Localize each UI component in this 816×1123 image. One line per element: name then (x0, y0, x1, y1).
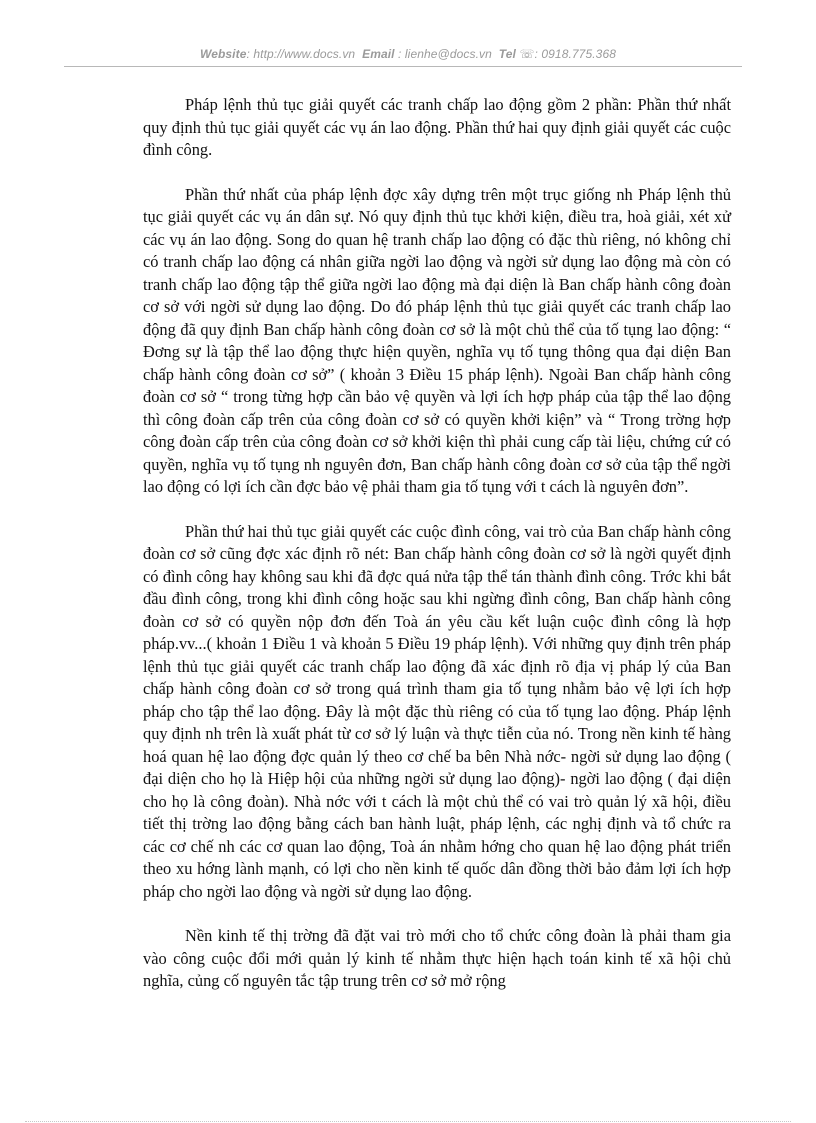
website-label: Website (200, 47, 247, 61)
paragraph-4: Nền kinh tế thị trờng đã đặt vai trò mới cho tổ chức công đoàn là phải tham gia vào công cuộc đổi mới quản lý kinh tế nhằm thực hiện hạch toán kinh tế xã hội chủ nghĩa, củng cố nguyên tắc tập trung trên cơ sở mở rộng (143, 926, 731, 990)
email-value: : lienhe@docs.vn (394, 47, 492, 61)
paragraph-2: Phần thứ nhất của pháp lệnh đợc xây dựng trên một trục giống nh Pháp lệnh thủ tục giải quyết các vụ án dân sự. Nó quy định thủ tục khởi kiện, điều tra, hoà giải, xét xử các vụ án lao động. Song do quan hệ tranh chấp lao động có đặc thù riêng, nó không chỉ có tranh chấp lao động cá nhân giữa ngời lao động và ngời sử dụng lao động mà còn có tranh chấp lao động tập thể giữa ngời lao động mà đại diện là Ban chấp hành công đoàn cơ sở với ngời sử dụng lao động. Do đó pháp lệnh thủ tục giải quyết các tranh chấp lao động đã quy định Ban chấp hành công đoàn cơ sở là một chủ thể của tố tụng lao động: “ Đơng sự là tập thể lao động thực hiện quyền, nghĩa vụ tố tụng thông qua đại diện Ban chấp hành công đoàn cơ sở” ( khoản 3 Điều 15 pháp lệnh). Ngoài Ban chấp hành công đoàn cơ sở “ trong từng hợp cần bảo vệ quyền và lợi ích hợp pháp của tập thể lao động thì công đoàn cấp trên của công đoàn cơ sở có quyền khởi kiện” và “ Trong trờng hợp công đoàn cấp trên của công đoàn cơ sở khởi kiện thì phải cung cấp tài liệu, chứng cứ có quyền, nghĩa vụ tố tụng nh nguyên đơn, Ban chấp hành công đoàn cơ sở của tập thể ngời lao động có lợi ích cần đợc bảo vệ phải tham gia tố tụng với t cách là nguyên đơn”. (143, 184, 731, 496)
page-header (0, 47, 816, 61)
document-body (143, 94, 731, 1015)
header-divider (64, 66, 742, 67)
tel-label: Tel (498, 47, 516, 61)
phone-icon: ☏ (519, 47, 535, 61)
website-value: : http://www.docs.vn (246, 47, 356, 61)
footer-divider (25, 1121, 791, 1122)
email-label: Email (362, 47, 395, 61)
paragraph-3: Phần thứ hai thủ tục giải quyết các cuộc đình công, vai trò của Ban chấp hành công đoàn cơ sở cũng đợc xác định rõ nét: Ban chấp hành công đoàn cơ sở là ngời quyết định có đình công hay không sau khi đã đợc quá nửa tập thể tán thành đình công. Trớc khi bắt đầu đình công, trong khi đình công hoặc sau khi ngừng đình công, Ban chấp hành công đoàn cơ sở có quyền nộp đơn đến Toà án yêu cầu kết luận cuộc đình công là hợp pháp.vv...( khoản 1 Điều 1 và khoản 5 Điều 19 pháp lệnh). Với những quy định trên pháp lệnh thủ tục giải quyết các tranh chấp lao động đã xác định rõ địa vị pháp lý của Ban chấp hành công đoàn cơ sở trong quá trình tham gia tố tụng nhằm bảo vệ lợi ích hợp pháp cho tập thể lao động. Đây là một đặc thù riêng có của tố tụng lao động. Pháp lệnh quy định nh trên là xuất phát từ cơ sở lý luận và thực tiễn của nó. Trong nền kinh tế hàng hoá quan hệ lao động đợc quản lý theo cơ chế ba bên Nhà nớc- ngời sử dụng lao động ( đại diện cho họ là Hiệp hội của những ngời sử dụng lao động)- ngời lao động ( đại diện cho họ là công đoàn). Nhà nớc với t cách là một chủ thể có vai trò quản lý xã hội, điều tiết thị trờng lao động bằng cách ban hành luật, pháp lệnh, các nghị định và tổ chức ra các cơ chế nh các cơ quan lao động, Toà án nhằm hớng cho quan hệ lao động phát triển theo xu hớng lành mạnh, có lợi cho nền kinh tế quốc dân đồng thời bảo đảm lợi ích hợp pháp cho ngời lao động và ngời sử dụng lao động. (143, 521, 731, 901)
paragraph-1: Pháp lệnh thủ tục giải quyết các tranh chấp lao động gồm 2 phần: Phần thứ nhất quy định thủ tục giải quyết các vụ án lao động. Phần thứ hai quy định giải quyết các cuộc đình công. (143, 95, 731, 159)
tel-value: : 0918.775.368 (534, 47, 616, 61)
